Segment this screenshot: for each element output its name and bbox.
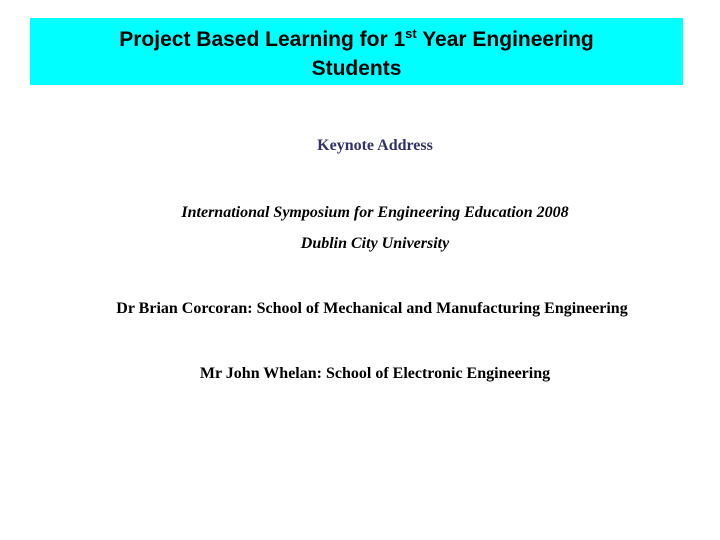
title-text-part1: Project Based Learning for 1 (119, 28, 406, 51)
title-banner (30, 18, 683, 85)
keynote-label: Keynote Address (317, 137, 433, 154)
author-line: Dr Brian Corcoran: School of Mechanical and Manufacturing Engineering (116, 300, 628, 317)
title-text-line2: Students (311, 57, 402, 80)
title-text-part2: Year Engineering (416, 28, 594, 51)
title-superscript: st (405, 26, 417, 41)
author-line: Mr John Whelan: School of Electronic Engineering (199, 365, 551, 382)
symposium-name: International Symposium for Engineering Education 2008 (181, 204, 569, 221)
university-name: Dublin City University (300, 235, 450, 252)
